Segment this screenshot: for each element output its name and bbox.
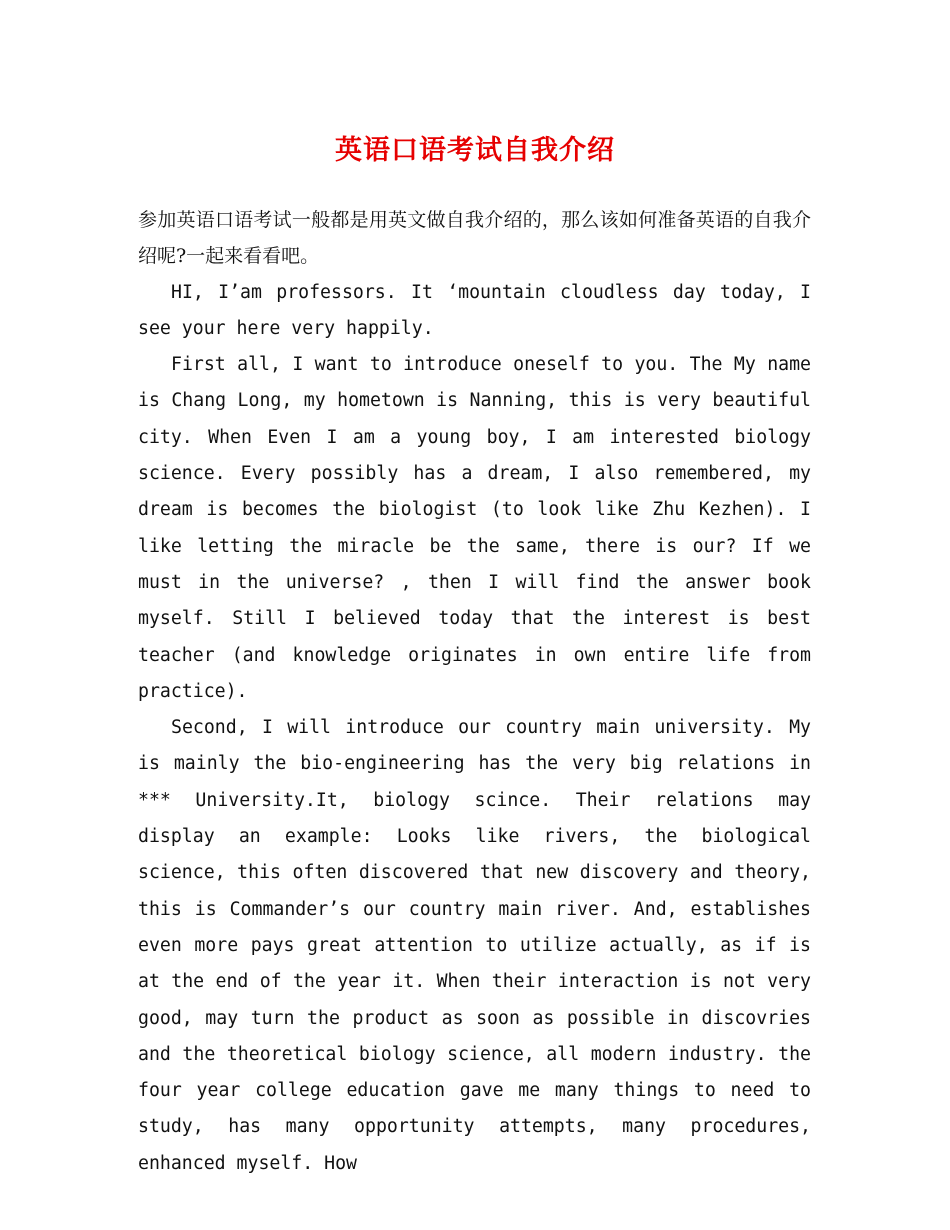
intro-paragraph: 参加英语口语考试一般都是用英文做自我介绍的，那么该如何准备英语的自我介绍呢?一起来看看吧。 [138, 209, 811, 268]
second-paragraph: Second, I will introduce our country main university. My is mainly the bio-engineering has the very big relations in *** University.It, biology scince. Their relations may display an example: Looks like rivers, the biological science, this often discovered that new discovery and theory, this is Commander’s our country main river. And, establishes even more pays great attention to utilize actually, as if is at the end of the year it. When their interaction is not very good, may turn the product as soon as possible in discovries and the theoretical biology science, all modern industry. the four year college education gave me many things to need to study, has many opportunity attempts, many procedures, enhanced myself. How [138, 717, 811, 1174]
document-body [138, 202, 811, 1182]
document-title: 英语口语考试自我介绍 [335, 135, 615, 166]
greeting-paragraph: HI, I’am professors. It ‘mountain cloudless day today, I see your here very happily. [138, 281, 811, 339]
first-paragraph: First all, I want to introduce oneself to you. The My name is Chang Long, my hometown is Nanning, this is very beautiful city. When Even I am a young boy, I am interested biology science. Every possibly has a dream, I also remembered, my dream is becomes the biologist (to look like Zhu Kezhen). I like letting the miracle be the same, there is our? If we must in the universe? , then I will find the answer book myself. Still I believed today that the interest is best teacher (and knowledge originates in own entire life from practice). [138, 354, 811, 702]
